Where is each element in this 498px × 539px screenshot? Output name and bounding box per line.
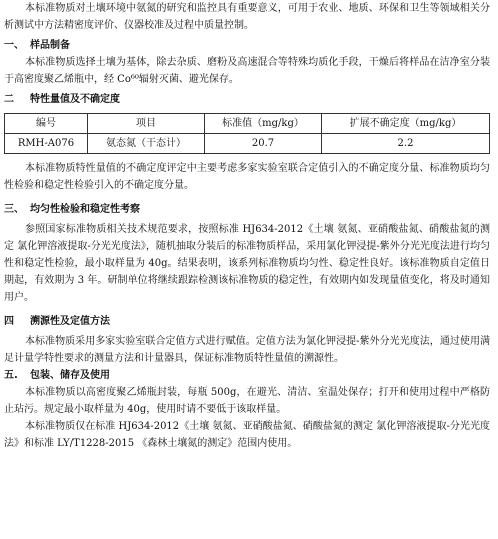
intro-paragraph: 本标准物质对土壤环境中氨氮的研究和监控具有重要意义，可用于农业、地质、环保和卫生等领域相关分析测试中方法精密度评价、仪器校准及过程中质量控制。 — [4, 3, 490, 31]
document — [4, 0, 490, 452]
section-title: 样品制备 — [30, 40, 70, 51]
section-heading-1 — [4, 37, 490, 54]
table-cell: 氨态氮（干态计） — [88, 134, 205, 154]
table-header-cell: 编号 — [5, 114, 88, 134]
section-number: 四 — [4, 316, 14, 327]
section-heading-4 — [4, 313, 490, 330]
section-1-paragraph: 本标准物质选择土壤为基体，除去杂质、磨粉及高速混合等特殊均质化手段，干燥后将样品在洁净室分装于高密度聚乙烯瓶中，经 Co⁶⁰辐射灭菌、避光保存。 — [4, 57, 490, 85]
section-title: 包装、储存及使用 — [30, 370, 110, 381]
table-header-row — [5, 114, 490, 134]
section-number: 二 — [4, 94, 14, 105]
section-4-paragraph: 本标准物质采用多家实验室联合定值方式进行赋值。定值方法为氯化钾浸提-紫外分光光度法，通过使用满足计量学特性要求的测量方法和计量器具，保证标准物质特性量值的溯源性。 — [4, 336, 490, 364]
section-heading-3 — [4, 201, 490, 218]
property-table — [4, 113, 490, 154]
section-number: 三、 — [4, 204, 24, 215]
section-title: 均匀性检验和稳定性考察 — [30, 204, 140, 215]
section-number: 五. — [4, 370, 18, 381]
section-heading-2 — [4, 91, 490, 108]
section-title: 特性量值及不确定度 — [30, 94, 120, 105]
table-header-cell: 项目 — [88, 114, 205, 134]
section-5-paragraph-1: 本标准物质以高密度聚乙烯瓶封装，每瓶 500g，在避光、清洁、室温处保存；打开和使用过程中严格防止玷污。规定最小取样量为 40g，使用时请不要低于该取样量。 — [4, 387, 490, 415]
table-header-cell: 标准值（mg/kg） — [205, 114, 322, 134]
section-number: 一、 — [4, 40, 24, 51]
section-2-paragraph: 本标准物质特性量值的不确定度评定中主要考虑多家实验室联合定值引入的不确定度分量、标准物质均匀性检验和稳定性检验引入的不确定度分量。 — [4, 163, 490, 191]
table-cell: RMH-A076 — [5, 134, 88, 154]
table-cell: 20.7 — [205, 134, 322, 154]
table-row — [5, 134, 490, 154]
section-3-paragraph: 参照国家标准物质相关技术规范要求，按照标准 HJ634-2012《土壤 氨氮、亚硝酸盐氮、硝酸盐氮的测定 氯化钾溶液提取-分光光度法》，随机抽取分装后的标准物质样品，采用氯化钾浸提-紫外分光光度法进行均匀性和稳定性检验，最小取样量为 40g。结果表明，该系列标准物质均匀性、稳定性良好。该标准物质自定值日期起，有效期为 3 年。研制单位将继续跟踪检测该标准物质的稳定性，有效期内如发现量值变化，将及时通知用户。 — [4, 224, 490, 303]
section-heading-5 — [4, 367, 490, 384]
table-cell: 2.2 — [322, 134, 490, 154]
section-5-paragraph-2: 本标准物质仅在标准 HJ634-2012《土壤 氨氮、亚硝酸盐氮、硝酸盐氮的测定 氯化钾溶液提取-分光光度法》和标准 LY/T1228-2015 《森林土壤氮的测定》范围内使用。 — [4, 421, 490, 449]
section-title: 溯源性及定值方法 — [30, 316, 110, 327]
table-header-cell: 扩展不确定度（mg/kg） — [322, 114, 490, 134]
